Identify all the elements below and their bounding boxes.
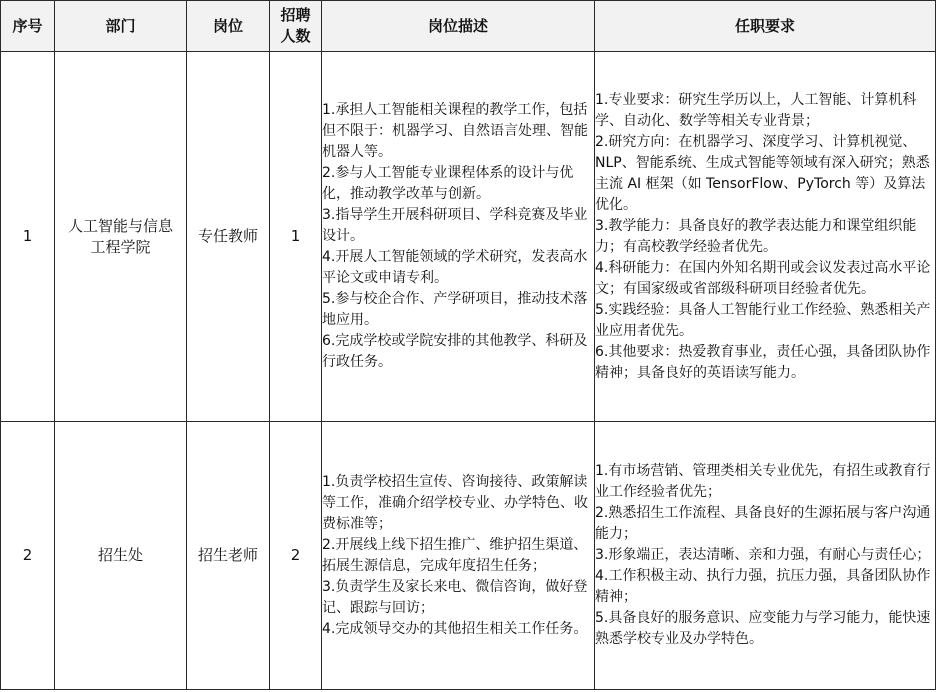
row-description [322,422,595,690]
description-item: 1.负责学校招生宣传、咨询接待、政策解读等工作，准确介绍学校专业、办学特色、收费标准等； [322,473,588,532]
requirement-item: 1.专业要求：研究生学历以上，人工智能、计算机科学、自动化、数学等相关专业背景； [595,91,917,129]
description-item: 4.完成领导交办的其他招生相关工作任务。 [322,620,588,637]
department-line1: 人工智能与信息 [67,216,173,235]
requirement-item: 2.熟悉招生工作流程、具备良好的生源拓展与客户沟通能力； [595,505,931,542]
requirement-item: 3.形象端正，表达清晰、亲和力强，有耐心与责任心； [595,547,931,563]
requirement-item: 5.实践经验：具备人工智能行业工作经验、熟悉相关产业应用者优先。 [595,301,931,339]
header-count [270,1,322,52]
requirement-item: 1.有市场营销、管理类相关专业优先，有招生或教育行业工作经验者优先； [595,463,931,500]
header-index: 序号 [1,1,55,52]
row-requirements [595,52,936,422]
table-row [1,52,936,422]
row-count: 2 [270,422,322,690]
row-count: 1 [270,52,322,422]
requirement-item: 6.其他要求：热爱教育事业，责任心强，具备团队协作精神；具备良好的英语读写能力。 [595,343,931,381]
requirement-item: 5.具备良好的服务意识、应变能力与学习能力，能快速熟悉学校专业及办学特色。 [595,610,931,647]
header-row [1,1,936,52]
header-count-line1: 招聘 [280,6,311,24]
description-item: 6.完成学校或学院安排的其他教学、科研及行政任务。 [322,333,588,370]
department-line1: 招生处 [97,546,143,564]
row-position: 专任教师 [187,52,270,422]
description-item: 1.承担人工智能相关课程的教学工作，包括但不限于：机器学习、自然语言处理、智能机器人等。 [322,102,588,160]
description-item: 5.参与校企合作、产学研项目，推动技术落地应用。 [322,291,588,328]
row-department [55,422,187,690]
header-description: 岗位描述 [322,1,595,52]
requirement-item: 4.科研能力：在国内外知名期刊或会议发表过高水平论文；有国家级或省部级科研项目经验者优先。 [595,259,931,297]
requirement-item: 4.工作积极主动、执行力强，抗压力强，具备团队协作精神； [595,568,931,605]
row-index: 2 [1,422,55,690]
description-item: 3.指导学生开展科研项目、学科竞赛及毕业设计。 [322,207,588,244]
row-position: 招生老师 [187,422,270,690]
row-description [322,52,595,422]
header-count-line2: 人数 [280,27,311,45]
description-item: 2.开展线上线下招生推广、维护招生渠道、拓展生源信息，完成年度招生任务； [322,536,588,574]
header-position: 岗位 [187,1,270,52]
row-department [55,52,187,422]
department-line2: 工程学院 [90,237,151,256]
description-item: 4.开展人工智能领域的学术研究，发表高水平论文或申请专利。 [322,249,588,286]
description-item: 2.参与人工智能专业课程体系的设计与优化，推动教学改革与创新。 [322,165,574,202]
requirement-item: 3.教学能力：具备良好的教学表达能力和课堂组织能力；有高校教学经验者优先。 [595,217,917,255]
requirement-item: 2.研究方向：在机器学习、深度学习、计算机视觉、NLP、智能系统、生成式智能等领域有深入研究；熟悉主流 AI 框架（如 TensorFlow、PyTorch 等）及算法优化。 [595,133,930,213]
row-requirements [595,422,936,690]
header-requirements: 任职要求 [595,1,936,52]
description-item: 3.负责学生及家长来电、微信咨询，做好登记、跟踪与回访； [322,578,588,616]
row-index: 1 [1,52,55,422]
header-department: 部门 [55,1,187,52]
table-row [1,422,936,690]
